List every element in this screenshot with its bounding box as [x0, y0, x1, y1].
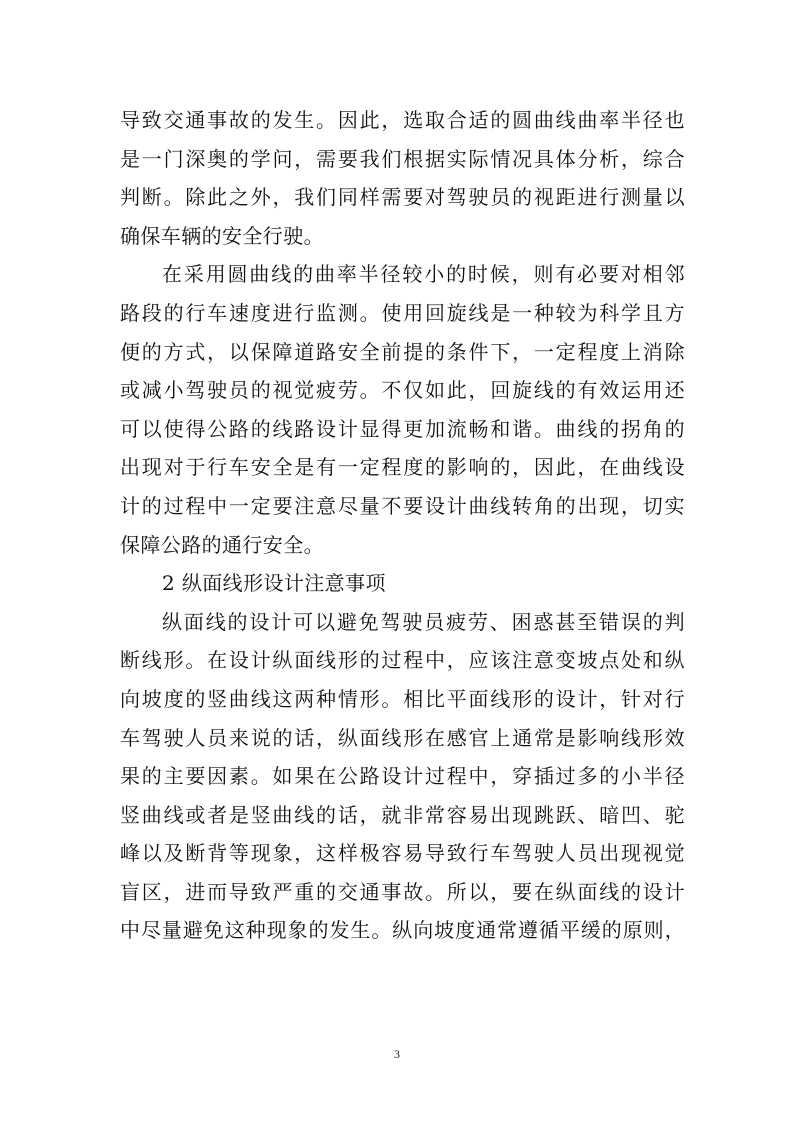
text-line: 车驾驶人员来说的话，纵面线形在感官上通常是影响线形效: [120, 725, 685, 750]
text-line: 断线形。在设计纵面线形的过程中，应该注意变坡点处和纵: [120, 648, 685, 673]
text-line: 可以使得公路的线路设计显得更加流畅和谐。曲线的拐角的: [120, 416, 685, 441]
page-number: 3: [394, 1047, 400, 1061]
paragraph-first-line: 在采用圆曲线的曲率半径较小的时候，则有必要对相邻: [162, 262, 685, 287]
text-line: 计的过程中一定要注意尽量不要设计曲线转角的出现，切实: [120, 493, 685, 518]
body-text: [120, 101, 685, 950]
text-line: 中尽量避免这种现象的发生。纵向坡度通常遵循平缓的原则，: [120, 918, 685, 943]
text-line: 路段的行车速度进行监测。使用回旋线是一种较为科学且方: [120, 300, 685, 325]
text-line: 确保车辆的安全行驶。: [120, 223, 324, 248]
paragraph-first-line: 纵面线的设计可以避免驾驶员疲劳、困惑甚至错误的判: [162, 609, 685, 634]
text-line: 判断。除此之外，我们同样需要对驾驶员的视距进行测量以: [120, 185, 685, 210]
text-line: 峰以及断背等现象，这样极容易导致行车驾驶人员出现视觉: [120, 841, 685, 866]
text-line: 果的主要因素。如果在公路设计过程中，穿插过多的小半径: [120, 764, 685, 789]
text-line: 导致交通事故的发生。因此，选取合适的圆曲线曲率半径也: [120, 108, 685, 132]
text-line: 向坡度的竖曲线这两种情形。相比平面线形的设计，针对行: [120, 686, 685, 711]
text-line: 盲区，进而导致严重的交通事故。所以，要在纵面线的设计: [120, 879, 685, 904]
text-line: 竖曲线或者是竖曲线的话，就非常容易出现跳跃、暗凹、驼: [120, 802, 685, 827]
text-line: 保障公路的通行安全。: [120, 532, 324, 557]
text-line: 或减小驾驶员的视觉疲劳。不仅如此，回旋线的有效运用还: [120, 378, 685, 403]
text-line: 出现对于行车安全是有一定程度的影响的，因此，在曲线设: [120, 455, 685, 480]
text-line: 便的方式，以保障道路安全前提的条件下，一定程度上消除: [120, 339, 685, 364]
text-line: 是一门深奥的学问，需要我们根据实际情况具体分析，综合: [120, 146, 685, 171]
section-heading: 2 纵面线形设计注意事项: [162, 571, 386, 596]
